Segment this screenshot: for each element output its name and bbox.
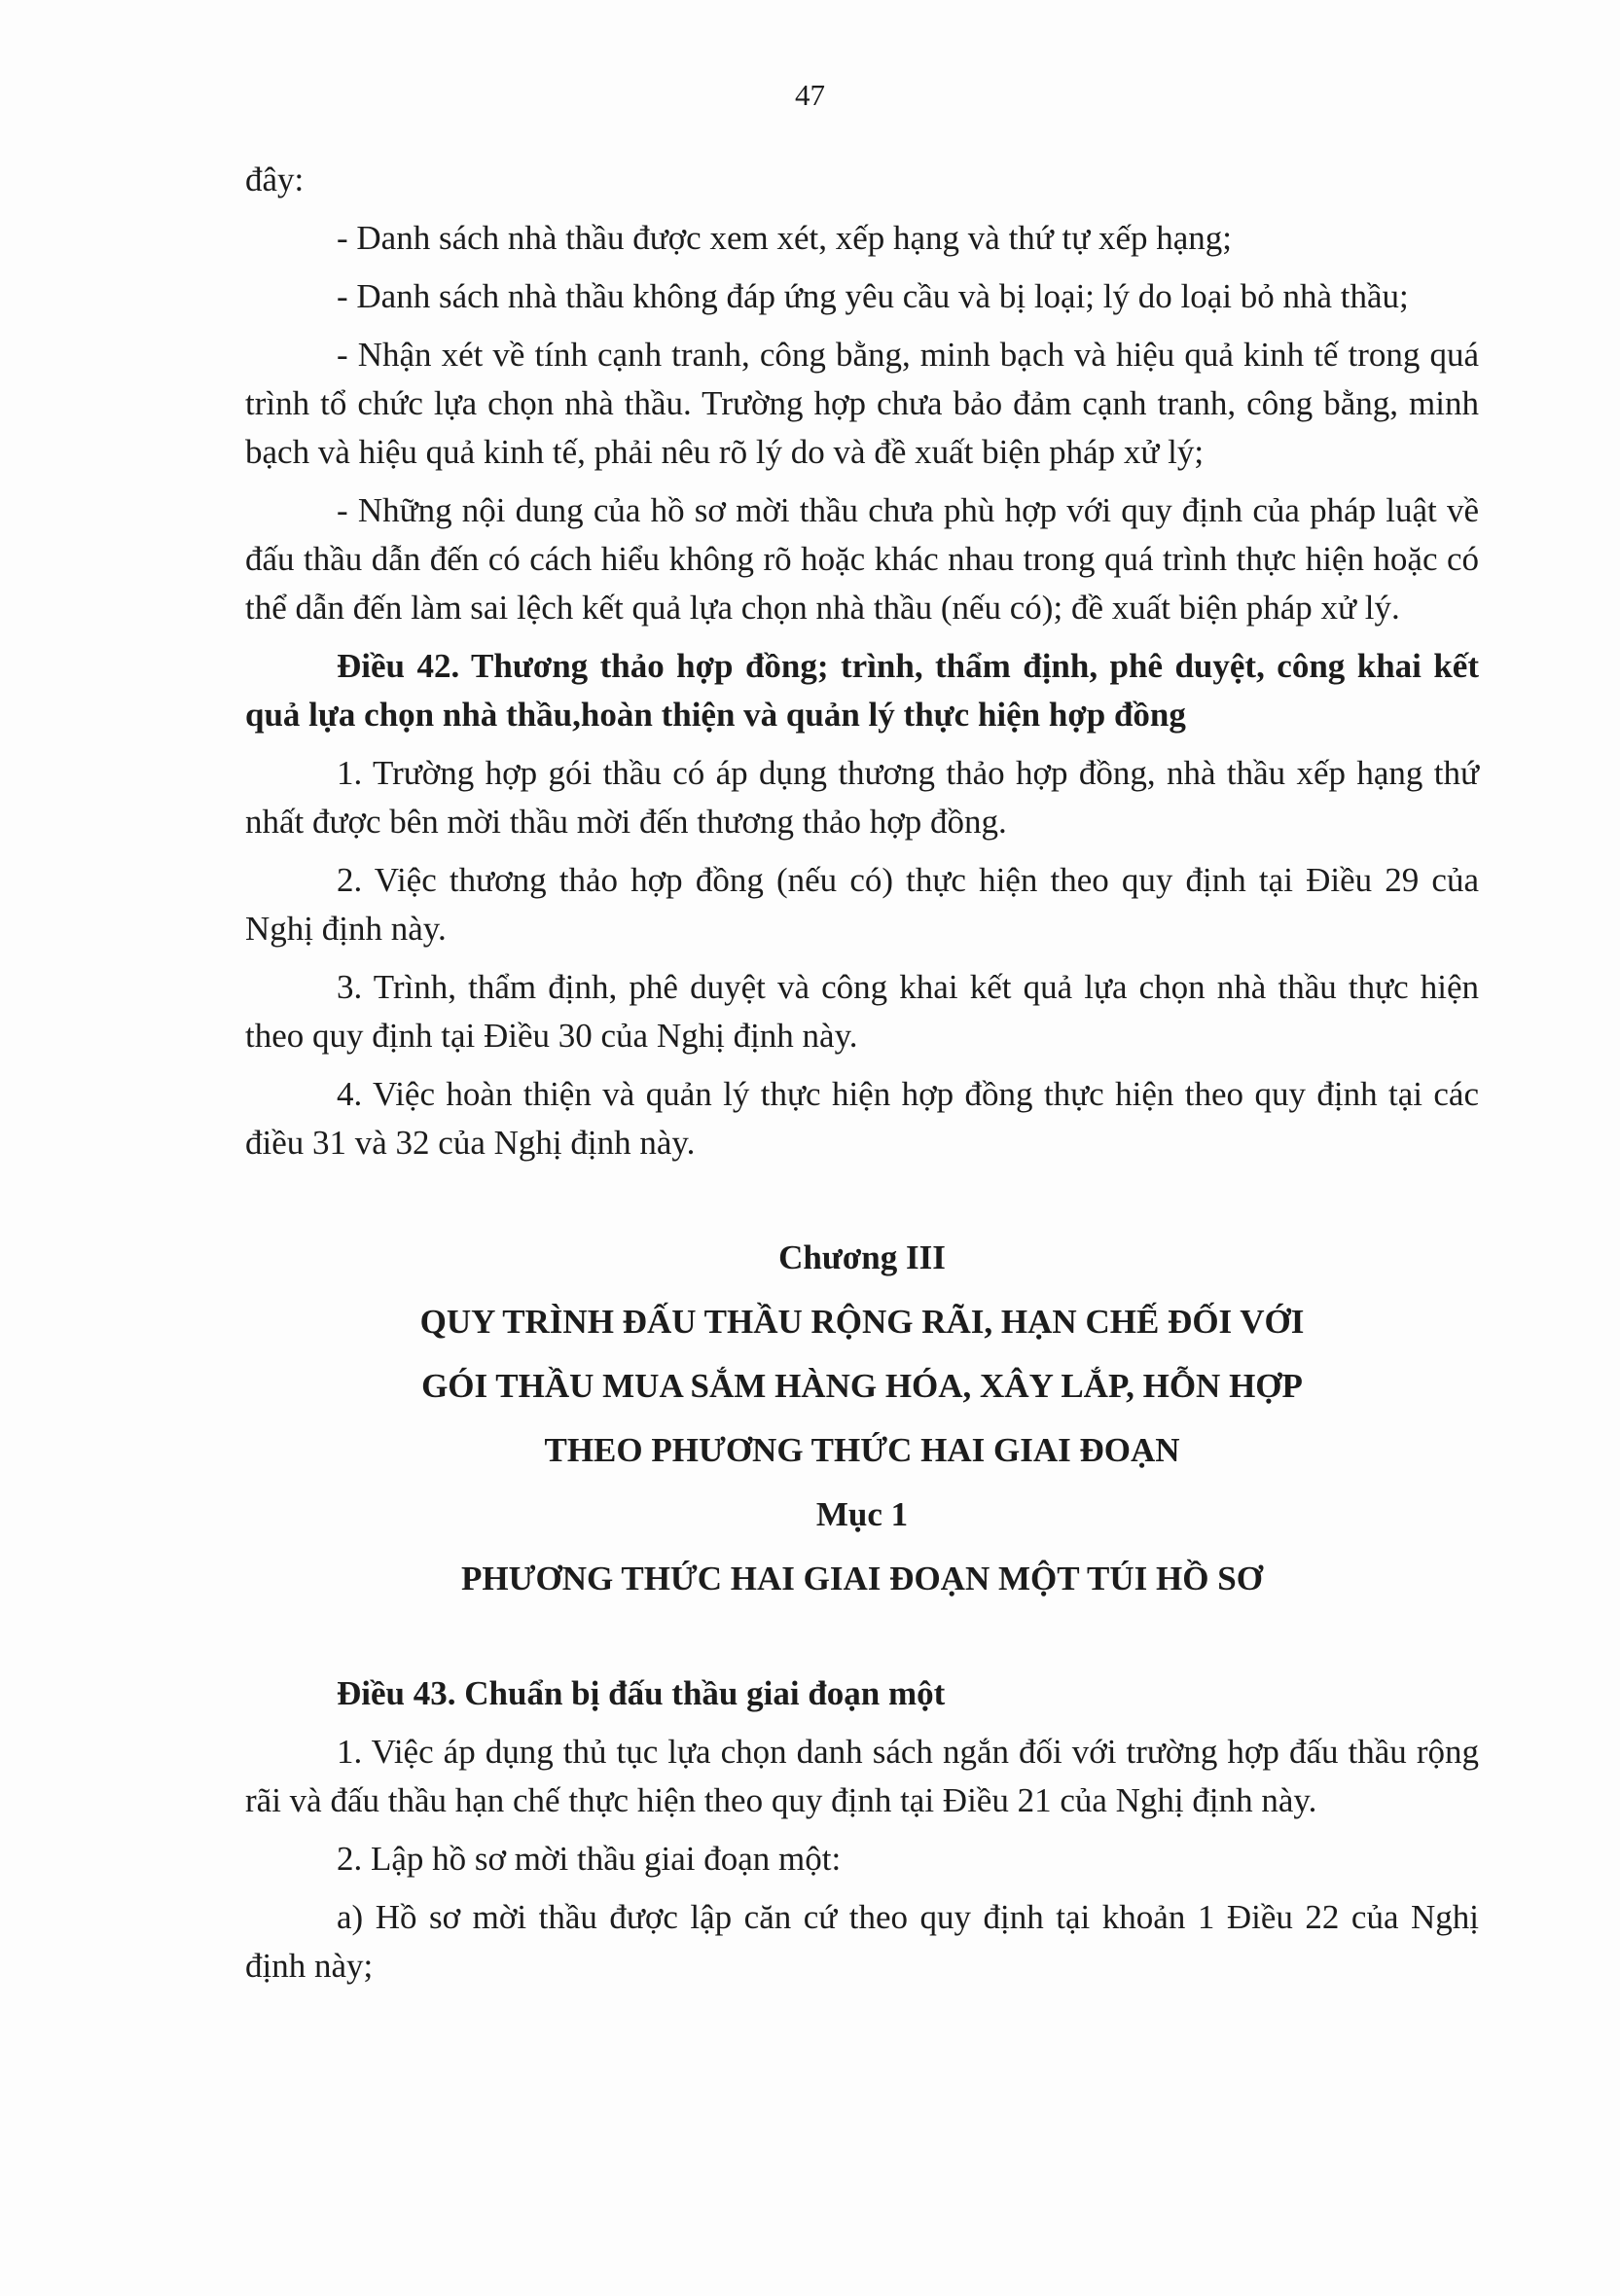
list-item-competitiveness-remarks: - Nhận xét về tính cạnh tranh, công bằng, minh bạch và hiệu quả kinh tế trong quá trình tổ chức lựa chọn nhà thầu. Trường hợp chưa bảo đảm cạnh tranh, công bằng, minh bạch và hiệu quả kinh tế, phải nêu rõ lý do và đề xuất biện pháp xử lý; <box>245 336 1479 471</box>
section-title: PHƯƠNG THỨC HAI GIAI ĐOẠN MỘT TÚI HỒ SƠ <box>461 1560 1263 1597</box>
article-43-item-1: 1. Việc áp dụng thủ tục lựa chọn danh sách ngắn đối với trường hợp đấu thầu rộng rãi và đấu thầu hạn chế thực hiện theo quy định tại Điều 21 của Nghị định này. <box>245 1733 1479 1819</box>
article-42-item-1: 1. Trường hợp gói thầu có áp dụng thương thảo hợp đồng, nhà thầu xếp hạng thứ nhất được bên mời thầu mời đến thương thảo hợp đồng. <box>245 754 1479 841</box>
chapter-title-line-1: QUY TRÌNH ĐẤU THẦU RỘNG RÃI, HẠN CHẾ ĐỐI VỚI <box>419 1303 1305 1341</box>
document-body <box>245 156 1479 2000</box>
article-42-item-2: 2. Việc thương thảo hợp đồng (nếu có) thực hiện theo quy định tại Điều 29 của Nghị định này. <box>245 861 1479 948</box>
page-number: 47 <box>795 78 825 112</box>
section-label: Mục 1 <box>815 1495 909 1533</box>
article-42-item-3: 3. Trình, thẩm định, phê duyệt và công khai kết quả lựa chọn nhà thầu thực hiện theo quy định tại Điều 30 của Nghị định này. <box>245 968 1479 1055</box>
article-43-item-2a: a) Hồ sơ mời thầu được lập căn cứ theo quy định tại khoản 1 Điều 22 của Nghị định này; <box>245 1898 1479 1985</box>
paragraph-continuation: đây: <box>245 161 305 198</box>
article-42-item-4: 4. Việc hoàn thiện và quản lý thực hiện hợp đồng thực hiện theo quy định tại các điều 31 và 32 của Nghị định này. <box>245 1075 1479 1162</box>
article-43-heading: Điều 43. Chuẩn bị đấu thầu giai đoạn một <box>337 1674 946 1712</box>
article-42-heading: Điều 42. Thương thảo hợp đồng; trình, thẩm định, phê duyệt, công khai kết quả lựa chọn nhà thầu,hoàn thiện và quản lý thực hiện hợp đồng <box>245 647 1479 734</box>
list-item-rejected-bidders: - Danh sách nhà thầu không đáp ứng yêu cầu và bị loại; lý do loại bỏ nhà thầu; <box>337 277 1409 315</box>
article-43-item-2: 2. Lập hồ sơ mời thầu giai đoạn một: <box>337 1840 842 1878</box>
section-spacer <box>245 1611 1479 1669</box>
chapter-title-line-3: THEO PHƯƠNG THỨC HAI GIAI ĐOẠN <box>544 1431 1180 1469</box>
list-item-nonconforming-content: - Những nội dung của hồ sơ mời thầu chưa phù hợp với quy định của pháp luật về đấu thầu dẫn đến có cách hiểu không rõ hoặc khác nhau trong quá trình thực hiện hoặc có thể dẫn đến làm sai lệch kết quả lựa chọn nhà thầu (nếu có); đề xuất biện pháp xử lý. <box>245 491 1479 627</box>
chapter-title-line-2: GÓI THẦU MUA SẮM HÀNG HÓA, XÂY LẮP, HỖN HỢP <box>421 1367 1303 1405</box>
list-item-ranked-bidders: - Danh sách nhà thầu được xem xét, xếp hạng và thứ tự xếp hạng; <box>337 219 1233 257</box>
chapter-label: Chương III <box>778 1238 946 1276</box>
